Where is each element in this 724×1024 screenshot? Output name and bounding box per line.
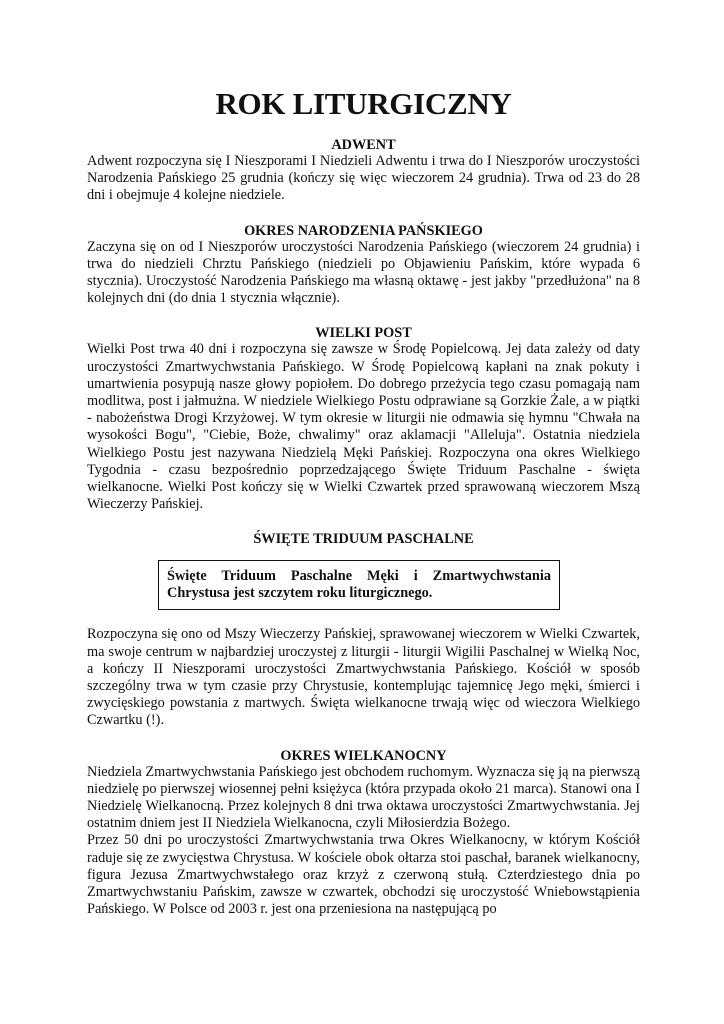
highlight-box-text: Święte Triduum Paschalne Męki i Zmartwychwstania Chrystusa jest szczytem roku liturgicznego. bbox=[167, 568, 551, 602]
paragraph-lent: Wielki Post trwa 40 dni i rozpoczyna się zawsze w Środę Popielcową. Jej data zależy od daty uroczystości Zmartwychwstania Pańskiego. W Środę Popielcową kapłani na znak pokuty i umartwienia posypują nasze głowy popiołem. Do dobrego przeżycia tego czasu pomagają nam modlitwa, post i jałmużna. W niedziele Wielkiego Postu odprawiane są Gorzkie Żale, a w piątki - nabożeństwa Drogi Krzyżowej. W tym okresie w liturgii nie odmawia się hymnu "Chwała na wysokości Bogu", "Ciebie, Boże, chwalimy" oraz aklamacji "Alleluja". Ostatnia niedziela Wielkiego Postu jest nazywana Niedzielą Męki Pańskiej. Rozpoczyna ona okres Wielkiego Tygodnia - czasu bezpośrednio poprzedzającego Święte Triduum Paschalne - święta wielkanocne. Wielki Post kończy się w Wielki Czwartek przed sprawowaną wieczorem Mszą Wieczerzy Pańskiej. bbox=[87, 341, 640, 513]
document-title: ROK LITURGICZNY bbox=[215, 86, 512, 121]
paragraph-christmas: Zaczyna się on od I Nieszporów uroczystości Narodzenia Pańskiego (wieczorem 24 grudnia) i trwa do niedzieli Chrztu Pańskiego (niedzieli po Objawieniu Pańskim, które wypada 6 stycznia). Uroczystość Narodzenia Pańskiego ma własną oktawę - jest jakby "przedłużona" na 8 kolejnych dni (do dnia 1 stycznia włącznie). bbox=[87, 238, 640, 307]
heading-christmas: OKRES NARODZENIA PAŃSKIEGO bbox=[244, 222, 483, 239]
document-page bbox=[87, 84, 640, 919]
paragraph-easter-1: Niedziela Zmartwychwstania Pańskiego jest obchodem ruchomym. Wyznacza się ją na pierwszą niedzielę po pierwszej wiosennej pełni księżyca (która przypada około 21 marca). Stanowi ona I Niedzielę Wielkanocną. Przez kolejnych 8 dni trwa oktawa uroczystości Zmartwychwstania. Jej ostatnim dniem jest II Niedziela Wielkanocna, czyli Miłosierdzia Bożego. bbox=[87, 763, 640, 832]
paragraph-easter-2: Przez 50 dni po uroczystości Zmartwychwstania trwa Okres Wielkanocny, w którym Kościół raduje się ze zwycięstwa Chrystusa. W kościele obok ołtarza stoi paschał, baranek wielkanocny, figura Jezusa Zmartwychwstałego oraz krzyż z czerwoną stułą. Czterdziestego dnia po Zmartwychwstaniu Pańskim, zawsze w czwartek, obchodzi się uroczystość Wniebowstąpienia Pańskiego. W Polsce od 2003 r. jest ona przeniesiona na następującą po bbox=[87, 832, 640, 918]
heading-easter: OKRES WIELKANOCNY bbox=[280, 747, 447, 764]
heading-lent: WIELKI POST bbox=[315, 325, 412, 342]
heading-triduum: ŚWIĘTE TRIDUUM PASCHALNE bbox=[253, 531, 474, 548]
paragraph-triduum: Rozpoczyna się ono od Mszy Wieczerzy Pańskiej, sprawowanej wieczorem w Wielki Czwartek, ma swoje centrum w najbardziej uroczystej z liturgii - liturgii Wigilii Paschalnej w Wielką Noc, a kończy II Nieszporami uroczystości Zmartwychwstania Pańskiego. Kościół w sposób szczególny trwa w tym czasie przy Chrystusie, kontemplując tajemnicę Jego męki, śmierci i zwycięskiego powstania z martwych. Święta wielkanocne trwają więc od wieczora Wielkiego Czwartku (!). bbox=[87, 626, 640, 729]
paragraph-advent: Adwent rozpoczyna się I Nieszporami I Niedzieli Adwentu i trwa do I Nieszporów uroczystości Narodzenia Pańskiego 25 grudnia (kończy się więc wieczorem 24 grudnia). Trwa od 23 do 28 dni i obejmuje 4 kolejne niedziele. bbox=[87, 153, 640, 204]
highlight-box bbox=[158, 560, 560, 610]
heading-advent: ADWENT bbox=[331, 137, 396, 153]
